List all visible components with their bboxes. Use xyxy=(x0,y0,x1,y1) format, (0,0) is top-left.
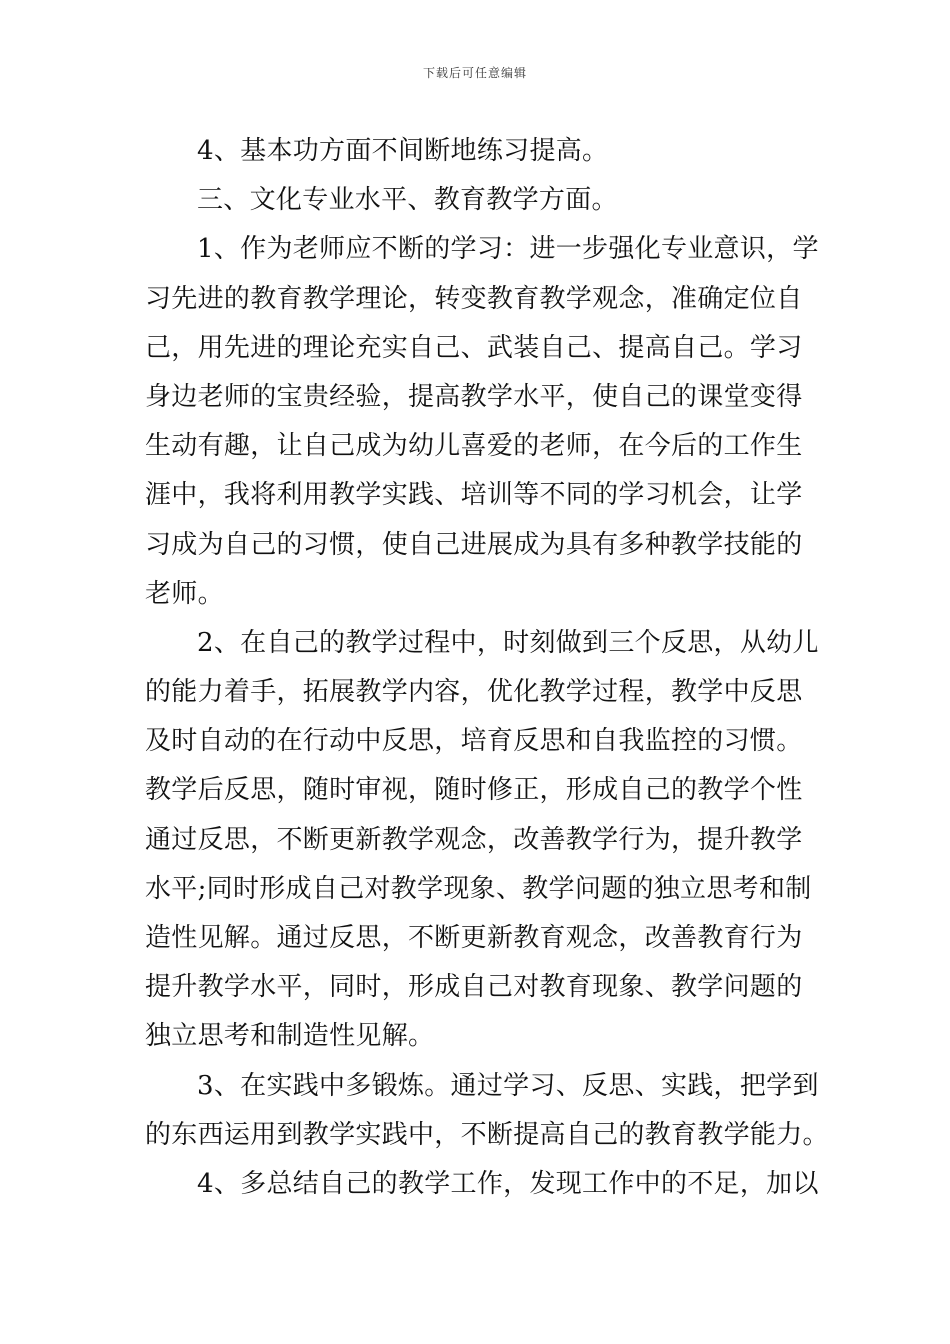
text-line: 4、基本功方面不间断地练习提高。 xyxy=(197,136,609,166)
text-line: 涯中，我将利用教学实践、培训等不同的学习机会，让学 xyxy=(145,480,803,511)
text-line: 独立思考和制造性见解。 xyxy=(145,1021,435,1052)
text-line: 老师。 xyxy=(145,578,224,609)
text-line: 水平;同时形成自己对教学现象、教学问题的独立思考和制 xyxy=(145,873,812,904)
text-line: 通过反思，不断更新教学观念，改善教学行为，提升教学 xyxy=(145,824,803,855)
text-line: 的东西运用到教学实践中，不断提高自己的教育教学能力。 xyxy=(145,1119,829,1150)
text-line: 及时自动的在行动中反思，培育反思和自我监控的习惯。 xyxy=(145,726,803,757)
text-line: 己，用先进的理论充实自己、武装自己、提高自己。学习 xyxy=(145,332,803,363)
text-line: 造性见解。通过反思，不断更新教育观念，改善教育行为 xyxy=(145,923,803,953)
text-line: 教学后反思，随时审视，随时修正，形成自己的教学个性 xyxy=(145,775,803,806)
header-note: 下载后可任意编辑 xyxy=(422,66,527,80)
text-line: 三、文化专业水平、教育教学方面。 xyxy=(197,185,618,216)
text-line: 2、在自己的教学过程中，时刻做到三个反思，从幼儿 xyxy=(197,627,819,658)
text-line: 习先进的教育教学理论，转变教育教学观念，准确定位自 xyxy=(145,283,803,314)
text-line: 4、多总结自己的教学工作，发现工作中的不足，加以 xyxy=(197,1168,819,1199)
text-line: 3、在实践中多锻炼。通过学习、反思、实践，把学到 xyxy=(197,1070,819,1101)
text-line: 生动有趣，让自己成为幼儿喜爱的老师，在今后的工作生 xyxy=(145,431,803,462)
body-text xyxy=(145,130,829,1212)
text-line: 习成为自己的习惯，使自己进展成为具有多种教学技能的 xyxy=(145,529,803,560)
text-line: 的能力着手，拓展教学内容，优化教学过程，教学中反思 xyxy=(145,677,803,708)
text-line: 提升教学水平，同时，形成自己对教育现象、教学问题的 xyxy=(145,972,803,1003)
text-line: 1、作为老师应不断的学习：进一步强化专业意识，学 xyxy=(197,234,819,265)
text-line: 身边老师的宝贵经验，提高教学水平，使自己的课堂变得 xyxy=(145,381,803,412)
